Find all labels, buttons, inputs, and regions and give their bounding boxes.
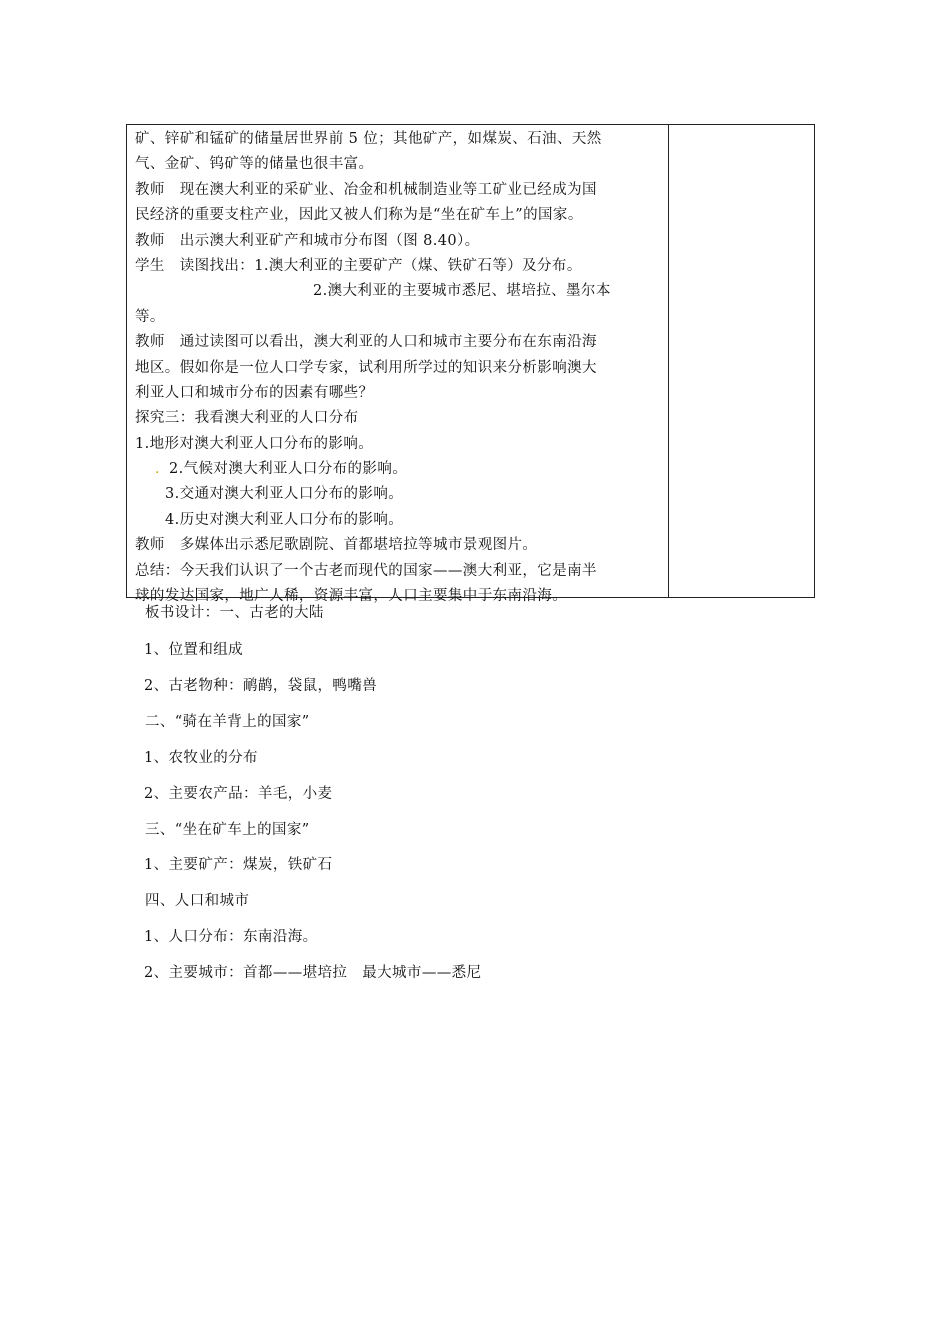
table-text-line (135, 178, 663, 203)
table-text: 地区。假如你是一位人口学专家，试利用所学过的知识来分析影响澳大 (135, 359, 597, 376)
table-text-line (135, 559, 663, 584)
table-text: 教师 多媒体出示悉尼歌剧院、首都堪培拉等城市景观图片。 (135, 537, 538, 554)
board-line: 2、主要城市：首都——堪培拉 最大城市——悉尼 (144, 965, 482, 981)
board-line: 1、农牧业的分布 (144, 750, 258, 766)
board-line: 2、古老物种：鸸鹋，袋鼠，鸭嘴兽 (144, 678, 378, 694)
lesson-content-cell (135, 127, 663, 609)
lesson-table (126, 124, 815, 605)
table-text: 等。 (135, 308, 165, 325)
table-text-line (135, 406, 663, 431)
table-text: 利亚人口和城市分布的因素有哪些？ (135, 384, 374, 401)
table-text: 学生 读图找出：1.澳大利亚的主要矿产（煤、铁矿石等）及分布。 (135, 257, 582, 274)
table-text-line (135, 457, 663, 482)
board-line: 二、“骑在羊背上的国家” (145, 714, 310, 730)
table-text-line (135, 229, 663, 254)
table-text-line (135, 152, 663, 177)
table-text: 教师 出示澳大利亚矿产和城市分布图（图 8.40）。 (135, 232, 480, 249)
board-line: 1、位置和组成 (144, 642, 244, 658)
table-text-line (135, 279, 663, 304)
table-text-line (135, 356, 663, 381)
board-line: 板书设计：一、古老的大陆 (145, 605, 324, 621)
board-line: 2、主要农产品：羊毛，小麦 (144, 786, 333, 802)
table-text: 气、金矿、钨矿等的储量也很丰富。 (135, 156, 374, 173)
table-text: 3.交通对澳大利亚人口分布的影响。 (165, 486, 404, 503)
table-text: 教师 现在澳大利亚的采矿业、冶金和机械制造业等工矿业已经成为国 (135, 181, 597, 198)
table-text: 2.澳大利亚的主要城市悉尼、堪培拉、墨尔本 (313, 283, 611, 300)
table-text: 球的发达国家，地广人稀，资源丰富，人口主要集中于东南沿海。 (135, 588, 568, 605)
table-text: 4.历史对澳大利亚人口分布的影响。 (165, 511, 404, 528)
bullet-dot-icon: . (155, 461, 160, 478)
board-line: 三、“坐在矿车上的国家” (145, 822, 310, 838)
table-text: 1.地形对澳大利亚人口分布的影响。 (135, 435, 374, 452)
table-text: 2.气候对澳大利亚人口分布的影响。 (169, 461, 408, 478)
table-text-line (135, 432, 663, 457)
board-line: 1、人口分布：东南沿海。 (144, 929, 318, 945)
table-text-line (135, 203, 663, 228)
table-text: 探究三：我看澳大利亚的人口分布 (135, 410, 359, 427)
table-text: 民经济的重要支柱产业，因此又被人们称为是“坐在矿车上”的国家。 (135, 207, 583, 224)
board-line: 1、主要矿产：煤炭，铁矿石 (144, 857, 333, 873)
table-text-line (135, 533, 663, 558)
table-text: 教师 通过读图可以看出，澳大利亚的人口和城市主要分布在东南沿海 (135, 334, 597, 351)
table-text-line (135, 381, 663, 406)
table-text-line (135, 254, 663, 279)
table-text-line (135, 305, 663, 330)
table-text-line (135, 482, 663, 507)
table-text: 矿、锌矿和锰矿的储量居世界前 5 位；其他矿产，如煤炭、石油、天然 (135, 131, 602, 147)
table-text: 总结：今天我们认识了一个古老而现代的国家——澳大利亚，它是南半 (135, 562, 597, 579)
table-text-line (135, 330, 663, 355)
notes-cell (669, 125, 814, 597)
board-line: 四、人口和城市 (145, 893, 250, 909)
table-text-line (135, 127, 663, 152)
table-text-line (135, 508, 663, 533)
